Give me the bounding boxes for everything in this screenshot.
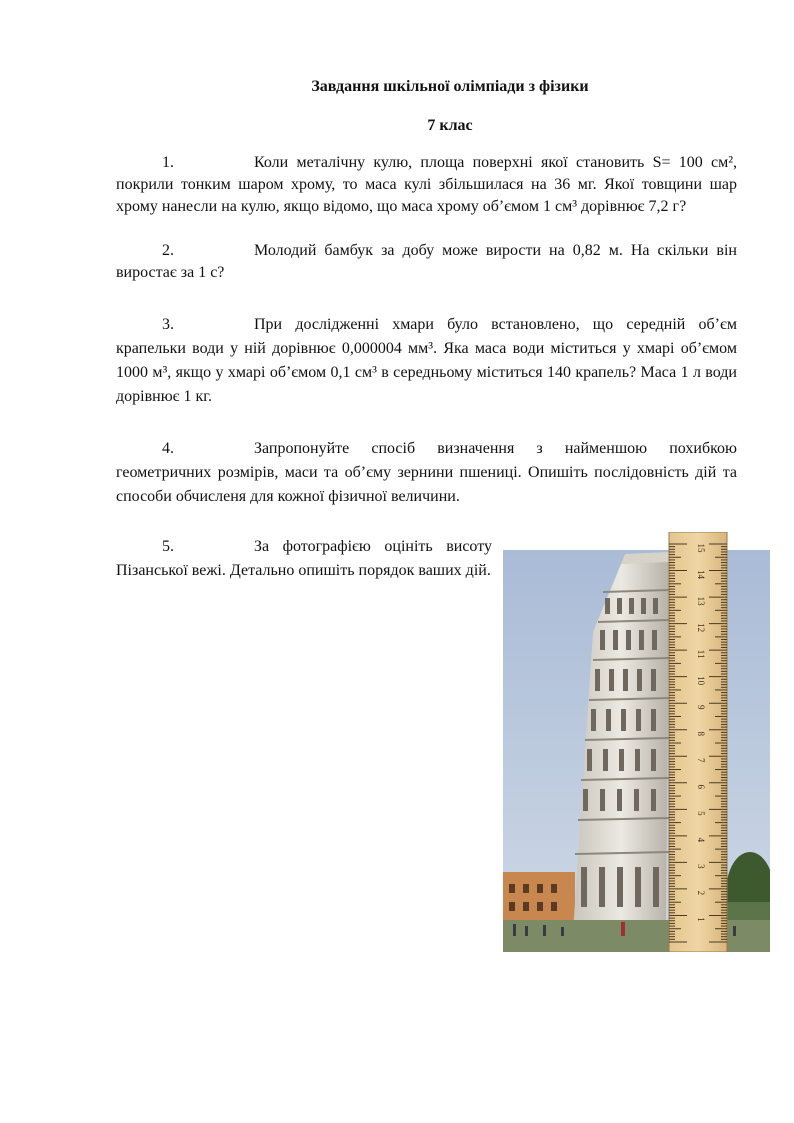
task-4 <box>116 437 737 509</box>
building-left <box>503 872 575 922</box>
ruler-label: 14 <box>696 570 706 580</box>
ruler-label: 12 <box>696 623 706 633</box>
task-number: 5. <box>162 538 174 555</box>
task-3 <box>116 313 737 409</box>
task-number: 4. <box>162 440 174 457</box>
task-5 <box>116 535 492 583</box>
ruler-label: 4 <box>696 837 706 843</box>
grade-heading: 7 клас <box>427 117 473 134</box>
ruler-label: 5 <box>696 811 706 816</box>
ruler-label: 15 <box>696 543 706 553</box>
task-text: За фотографією оцініть висоту Пізанської вежі. Детально опишіть порядок ваших дій. <box>116 538 492 579</box>
task-1 <box>116 152 737 218</box>
ruler <box>669 532 727 952</box>
task-number: 3. <box>162 316 174 333</box>
task-number: 1. <box>162 154 174 171</box>
ruler-label: 3 <box>696 864 706 869</box>
task-number: 2. <box>162 242 174 259</box>
ruler-label: 2 <box>696 890 706 896</box>
pisa-tower-photo <box>503 532 770 952</box>
ruler-label: 1 <box>696 917 706 922</box>
task-2 <box>116 240 737 284</box>
ruler-label: 13 <box>696 596 706 606</box>
task-text: При дослідженні хмари було встановлено, що середній об’єм крапельки води у ній дорівнює 0,000004 мм³. Яка маса води міститься у хмарі об’ємом 1000 м³, якщо у хмарі об’ємом 0,1 см³ в середньому міститься 140 крапель? Маса 1 л води дорівнює 1 кг. <box>116 316 737 405</box>
task-text: Запропонуйте спосіб визначення з найменшою похибкою геометричних розмірів, маси та об’єму зернини пшениці. Опишіть послідовність дій та способи обчисленя для кожної фізичної величини. <box>116 440 737 505</box>
ruler-label: 6 <box>696 784 706 790</box>
ruler-label: 10 <box>696 676 706 686</box>
ruler-label: 11 <box>696 649 706 659</box>
document-title: Завдання шкільної олімпіади з фізики <box>311 78 589 95</box>
task-text: Коли металічну кулю, площа поверхні якої становить S= 100 см², покрили тонким шаром хрому, то маса кулі збільшилася на 36 мг. Якої товщини шар хрому нанесли на кулю, якщо відомо, що маса хрому об’ємом 1 см³ дорівнює 7,2 г? <box>116 154 737 215</box>
ruler-label: 7 <box>696 758 706 763</box>
ruler-label: 9 <box>696 704 706 710</box>
ruler-label: 8 <box>696 731 706 736</box>
task-text: Молодий бамбук за добу може вирости на 0,82 м. На скільки він виростає за 1 с? <box>116 242 737 281</box>
